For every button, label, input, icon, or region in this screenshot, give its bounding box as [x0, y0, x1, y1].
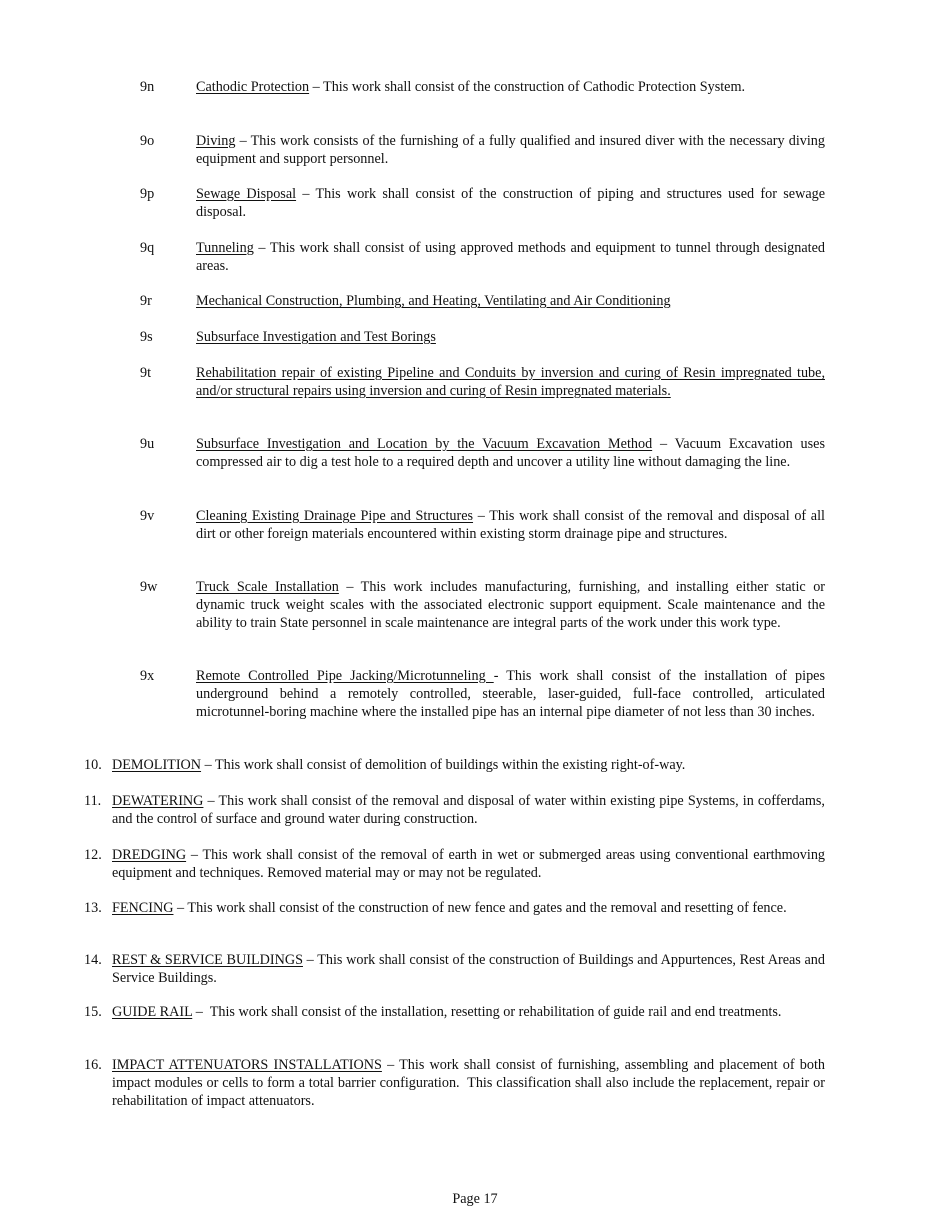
page-number: Page 17: [452, 1191, 498, 1207]
item-title: DEWATERING: [112, 793, 204, 809]
item-title: IMPACT ATTENUATORS INSTALLATIONS: [112, 1057, 382, 1073]
item-9v: 9v Cleaning Existing Drainage Pipe and Structures – This work shall consist of the removal and disposal of all dirt or other foreign materials encountered within existing storm drainage pipe and structures.: [140, 508, 825, 542]
item-title: Diving: [196, 133, 236, 149]
item-desc: This work shall consist of the installation of pipes underground behind a remotely controlled, steerable, laser-guided, full-face controlled, articulated microtunnel-boring machine where the installed pipe has an internal pipe diameter of not less than 30 inches.: [196, 668, 825, 720]
item-desc: This work shall consist of the construction of Cathodic Protection System.: [323, 79, 746, 95]
item-desc: This work shall consist of the construction of new fence and gates and the removal and resetting of fence.: [187, 900, 787, 916]
item-9s: [140, 328, 825, 346]
item-number: 16.: [84, 1057, 102, 1073]
item-number: 11.: [84, 793, 102, 809]
item-desc: This work consists of the furnishing of a fully qualified and insured diver with the necessary diving equipment and support personnel.: [196, 133, 825, 167]
item-desc: This work shall consist of furnishing, assembling and placement of both impact modules or cells to form a total barrier configuration. This classification shall also include the replacement, repair or rehabilitation of impact attenuators.: [112, 1057, 829, 1109]
item-code: 9w: [140, 579, 158, 595]
item-desc: This work shall consist of the construction of piping and structures used for sewage disposal.: [196, 186, 826, 220]
item-number: 12.: [84, 847, 102, 863]
item-number: 13.: [84, 900, 102, 916]
item-title: Subsurface Investigation and Test Borings: [196, 329, 436, 345]
item-title: Mechanical Construction, Plumbing, and Heating, Ventilating and Air Conditioning: [196, 293, 671, 309]
item-number: 10.: [84, 757, 102, 773]
item-code: 9q: [140, 240, 155, 256]
item-title: Tunneling: [196, 240, 254, 256]
item-title: GUIDE RAIL: [112, 1004, 193, 1020]
item-9w: 9w Truck Scale Installation – This work includes manufacturing, furnishing, and installing either static or dynamic truck weight scales with the associated electronic support equipment. Scale maintenance and the ability to train State personnel in scale maintenance are integral parts of the work under this work type.: [140, 579, 826, 631]
item-desc: This work shall consist of the removal and disposal of water within existing pipe Systems, in cofferdams, and the control of surface and ground water during construction.: [112, 793, 825, 827]
item-code: 9s: [140, 329, 153, 345]
item-9n: 9n Cathodic Protection – This work shall consist of the construction of Cathodic Protection System.: [140, 79, 746, 95]
item-13: 13. FENCING – This work shall consist of the construction of new fence and gates and the removal and resetting of fence.: [84, 900, 787, 916]
item-9t: [140, 364, 825, 400]
item-title: DEMOLITION: [112, 757, 202, 773]
item-title: Truck Scale Installation: [196, 579, 339, 595]
item-number: 14.: [84, 952, 102, 968]
item-10: 10. DEMOLITION – This work shall consist of demolition of buildings within the existing right-of-way.: [84, 757, 686, 773]
item-desc: This work shall consist of the removal and disposal of all dirt or other foreign materials encountered within existing storm drainage pipe and structures.: [196, 508, 825, 542]
item-9q: 9q Tunneling – This work shall consist of using approved methods and equipment to tunnel through designated areas.: [140, 240, 825, 274]
item-desc: This work shall consist of demolition of buildings within the existing right-of-way.: [214, 757, 686, 773]
item-title: Rehabilitation repair of existing Pipeline and Conduits by inversion and curing of Resin impregnated tube, and/or structural repairs using inversion and curing of Resin impregnated materials.: [196, 365, 825, 399]
item-code: 9r: [140, 293, 152, 309]
item-15: 15. GUIDE RAIL – This work shall consist of the installation, resetting or rehabilitation of guide rail and end treatments.: [84, 1004, 782, 1020]
item-code: 9n: [140, 79, 155, 95]
item-number: 15.: [84, 1004, 102, 1020]
item-desc: This work includes manufacturing, furnishing, and installing either static or dynamic truck weight scales with the associated electronic support equipment. Scale maintenance and the ability to train State personnel in scale maintenance are integral parts of the work under this work type.: [196, 579, 826, 631]
item-desc: This work shall consist of using approved methods and equipment to tunnel through designated areas.: [196, 240, 825, 274]
item-12: 12. DREDGING – This work shall consist of the removal of earth in wet or submerged areas using conventional earthmoving equipment and techniques. Removed material may or may not be regulated.: [84, 847, 826, 881]
item-code: 9u: [140, 436, 155, 452]
item-code: 9o: [140, 133, 155, 149]
item-title: Remote Controlled Pipe Jacking/Microtunneling: [196, 668, 494, 684]
item-9p: 9p Sewage Disposal – This work shall consist of the construction of piping and structures used for sewage disposal.: [140, 186, 826, 220]
item-desc: This work shall consist of the construction of Buildings and Appurtences, Rest Areas and Service Buildings.: [112, 952, 825, 986]
item-16: 16. IMPACT ATTENUATORS INSTALLATIONS – This work shall consist of furnishing, assembling and placement of both impact modules or cells to form a total barrier configuration. This classification shall also include the replacement, repair or rehabilitation of impact attenuators.: [84, 1057, 829, 1109]
item-title: Subsurface Investigation and Location by the Vacuum Excavation Method: [196, 436, 653, 452]
item-code: 9x: [140, 668, 155, 684]
item-9o: 9o Diving – This work consists of the furnishing of a fully qualified and insured diver with the necessary diving equipment and support personnel.: [140, 133, 825, 167]
item-9u: 9u Subsurface Investigation and Location by the Vacuum Excavation Method – Vacuum Excavation uses compressed air to dig a test hole to a required depth and uncover a utility line without damaging the line.: [140, 436, 825, 470]
item-code: 9v: [140, 508, 155, 524]
item-code: 9t: [140, 365, 152, 381]
item-title: FENCING: [112, 900, 174, 916]
item-title: Cathodic Protection: [196, 79, 310, 95]
item-11: 11. DEWATERING – This work shall consist of the removal and disposal of water within existing pipe Systems, in cofferdams, and the control of surface and ground water during construction.: [84, 793, 825, 827]
item-desc: This work shall consist of the removal of earth in wet or submerged areas using conventional earthmoving equipment and techniques. Removed material may or may not be regulated.: [112, 847, 826, 881]
item-title: DREDGING: [112, 847, 187, 863]
item-title: Cleaning Existing Drainage Pipe and Structures: [196, 508, 474, 524]
item-title: REST & SERVICE BUILDINGS: [112, 952, 303, 968]
item-desc: Vacuum Excavation uses compressed air to dig a test hole to a required depth and uncover a utility line without damaging the line.: [196, 436, 825, 470]
item-9x: 9x Remote Controlled Pipe Jacking/Microtunneling - This work shall consist of the installation of pipes underground behind a remotely controlled, steerable, laser-guided, full-face controlled, articulated microtunnel-boring machine where the installed pipe has an internal pipe diameter of not less than 30 inches.: [140, 668, 825, 720]
item-desc: This work shall consist of the installation, resetting or rehabilitation of guide rail and end treatments.: [209, 1004, 782, 1020]
item-code: 9p: [140, 186, 155, 202]
item-title: Sewage Disposal: [196, 186, 297, 202]
item-14: 14. REST & SERVICE BUILDINGS – This work shall consist of the construction of Buildings and Appurtences, Rest Areas and Service Buildings.: [84, 952, 825, 986]
item-9r: [140, 292, 825, 310]
